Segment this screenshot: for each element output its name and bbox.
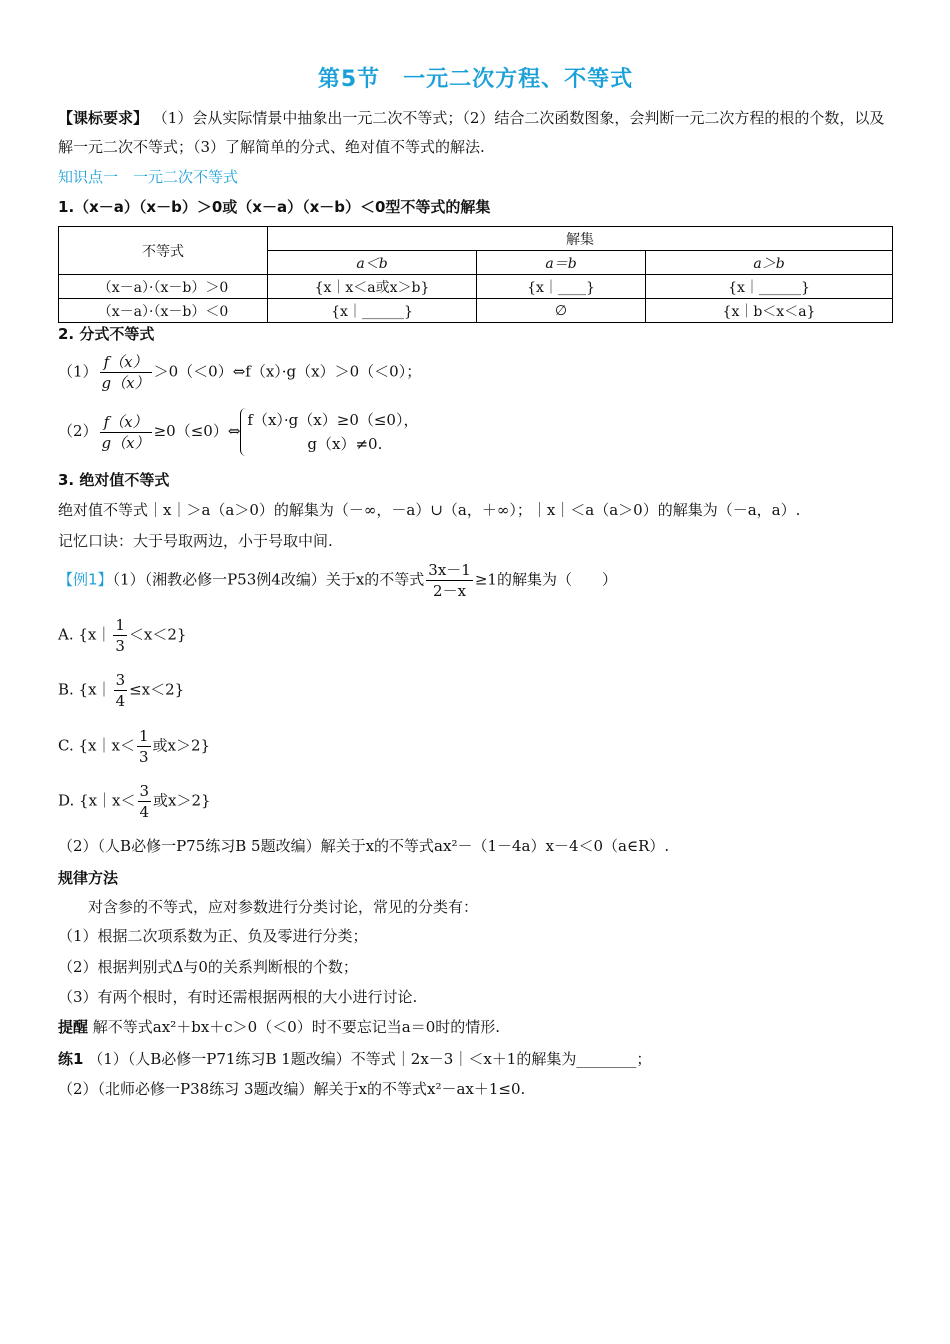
section2-heading: 2. 分式不等式 xyxy=(58,325,155,343)
option-text: ≤x＜2} xyxy=(129,680,185,699)
option-text: 或x＞2} xyxy=(153,791,211,810)
item-rest: ＞0（＜0）⇔f（x）·g（x）＞0（＜0）； xyxy=(153,362,422,381)
fraction xyxy=(100,412,152,453)
fraction-denominator: g（x） xyxy=(101,433,150,452)
fraction xyxy=(137,726,151,767)
fraction xyxy=(138,781,152,822)
fraction-denominator: 2－x xyxy=(433,582,467,600)
requirement-label: 【课标要求】 xyxy=(58,109,149,127)
fraction-numerator: 1 xyxy=(138,727,149,745)
table-cell: {x｜____} xyxy=(477,275,646,299)
table-cell-inequality: （x－a）·（x－b）＜0 xyxy=(59,299,268,323)
fraction-denominator: 4 xyxy=(139,803,150,821)
option-text: D. {x｜x＜ xyxy=(58,791,136,810)
fraction-denominator: 4 xyxy=(115,692,126,710)
example1-post: ≥1的解集为（ ） xyxy=(474,570,617,589)
option-c xyxy=(58,726,210,767)
table-cell: {x｜x＜a或x＞b} xyxy=(268,275,477,299)
fraction-denominator: 3 xyxy=(138,748,149,766)
tip-paragraph xyxy=(58,1013,893,1042)
example1-pre: （1）（湘教必修一P53例4改编）关于x的不等式 xyxy=(112,570,425,589)
section1-title: .（x－a）（x－b）＞0或（x－a）（x－b）＜0型不等式的解集 xyxy=(68,198,491,216)
table-cell-inequality: （x－a）·（x－b）＞0 xyxy=(59,275,268,299)
method-line: 对含参的不等式，应对参数进行分类讨论，常见的分类有： xyxy=(88,898,479,916)
option-a xyxy=(58,615,186,656)
option-text: B. {x｜ xyxy=(58,680,112,699)
table-cell: {x｜______} xyxy=(646,275,893,299)
table-row xyxy=(59,275,893,299)
fraction-inequality-2 xyxy=(58,408,893,456)
practice-label: 练1 xyxy=(58,1050,84,1068)
option-text: ＜x＜2} xyxy=(128,625,187,644)
practice-line-1 xyxy=(58,1045,893,1074)
table-subheader-a-equal-b: a＝b xyxy=(477,251,646,275)
method-line: （2）根据判别式Δ与0的关系判断根的个数； xyxy=(58,958,358,976)
system-line-2: g（x）≠0. xyxy=(307,435,383,453)
fraction-numerator: 3 xyxy=(139,782,150,800)
section1-heading xyxy=(58,193,893,222)
fraction xyxy=(114,670,128,711)
fraction-numerator: 3 xyxy=(115,671,126,689)
fraction-inequality-1 xyxy=(58,352,893,393)
fraction xyxy=(100,352,152,393)
table-header-solution: 解集 xyxy=(268,227,893,251)
practice-text: （1）（人B必修一P71练习B 1题改编）不等式｜2x－3｜＜x＋1的解集为________； xyxy=(88,1050,652,1068)
option-text: 或x＞2} xyxy=(152,736,211,755)
fraction-numerator: 1 xyxy=(115,616,125,634)
option-d xyxy=(58,781,211,822)
brace-system xyxy=(240,408,418,456)
tip-label: 提醒 xyxy=(58,1018,89,1036)
practice-line-2: （2）（北师必修一P38练习 3题改编）解关于x的不等式x²－ax＋1≤0. xyxy=(58,1080,526,1098)
item-label: （2） xyxy=(58,422,98,440)
page-title: 第5节 一元二次方程、不等式 xyxy=(317,67,634,92)
table-subheader-a-less-b: a＜b xyxy=(268,251,477,275)
table-cell: {x｜b＜x＜a} xyxy=(646,299,893,323)
fraction-denominator: g（x） xyxy=(101,374,150,392)
table-cell: ∅ xyxy=(477,299,646,323)
fraction-numerator: 3x－1 xyxy=(428,561,471,579)
fraction xyxy=(113,615,127,656)
method-line: （1）根据二次项系数为正、负及零进行分类； xyxy=(58,927,368,945)
fraction-denominator: 3 xyxy=(115,637,125,655)
requirement-text: （1）会从实际情景中抽象出一元二次不等式；（2）结合二次函数图象，会判断一元二次方程的根的个数，以及解一元二次不等式；（3）了解简单的分式、绝对值不等式的解法. xyxy=(58,109,885,156)
item-label: （1） xyxy=(58,362,98,381)
method-line: （3）有两个根时，有时还需根据两根的大小进行讨论. xyxy=(58,988,418,1006)
example1-part2: （2）（人B必修一P75练习B 5题改编）解关于x的不等式ax²－（1－4a）x－4＜0（a∈R）. xyxy=(58,837,670,855)
system-line-1: f（x）·g（x）≥0（≤0）， xyxy=(247,411,419,429)
option-text: C. {x｜x＜ xyxy=(58,736,135,755)
section1-num: 1 xyxy=(58,198,69,216)
item-rest: ≥0（≤0）⇔ xyxy=(153,422,241,440)
fraction-numerator: f（x） xyxy=(100,412,152,433)
knowledge-point-heading: 知识点一 一元二次不等式 xyxy=(58,168,239,186)
tip-text: 解不等式ax²＋bx＋c＞0（＜0）时不要忘记当a＝0时的情形. xyxy=(92,1018,501,1036)
requirement-paragraph xyxy=(58,104,893,162)
option-b xyxy=(58,670,184,711)
table-header-inequality: 不等式 xyxy=(59,227,268,275)
table-row xyxy=(59,299,893,323)
example1-label: 【例1】 xyxy=(58,570,113,589)
table-subheader-a-greater-b: a＞b xyxy=(646,251,893,275)
method-heading: 规律方法 xyxy=(58,869,119,887)
option-text: A. {x｜ xyxy=(58,625,112,644)
mnemonic-text: 记忆口诀：大于号取两边，小于号取中间. xyxy=(58,532,333,550)
fraction-numerator: f（x） xyxy=(100,352,152,373)
section3-heading: 3. 绝对值不等式 xyxy=(58,471,170,489)
solution-set-table xyxy=(58,226,893,323)
fraction xyxy=(426,560,473,601)
abs-inequality-text: 绝对值不等式｜x｜＞a（a＞0）的解集为（－∞，－a）∪（a，＋∞）；｜x｜＜a（a＞0）的解集为（－a，a）. xyxy=(58,501,801,519)
example1-question xyxy=(58,560,893,601)
table-cell: {x｜______} xyxy=(268,299,477,323)
